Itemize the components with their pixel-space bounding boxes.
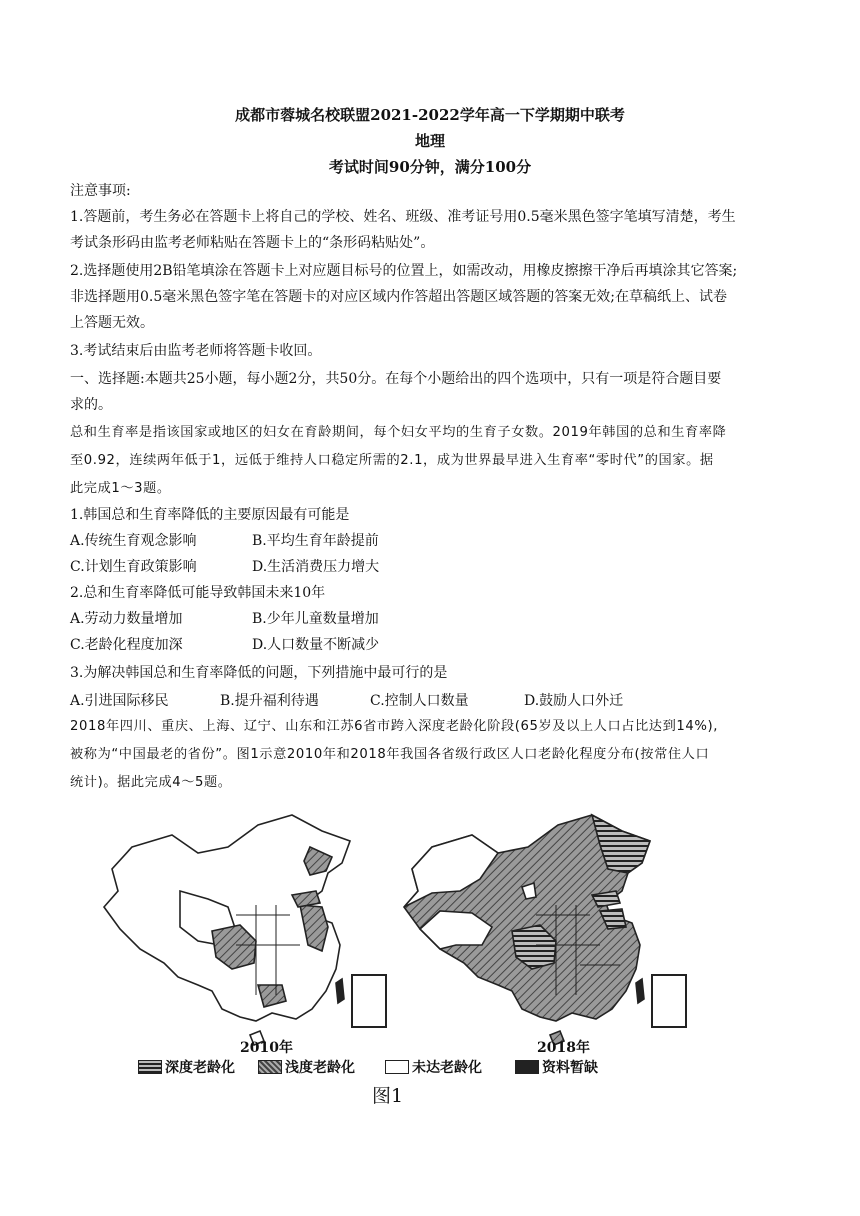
- exam-title: 成都市蓉城名校联盟2021-2022学年高一下学期期中联考: [235, 106, 625, 124]
- note-1-line-2: 考试条形码由监考老师粘贴在答题卡上的“条形码粘贴处”。: [70, 235, 435, 251]
- question-3-option-b: B.提升福利待遇: [220, 693, 319, 709]
- note-2-line-2: 非选择题用0.5毫米黑色签字笔在答题卡的对应区域内作答超出答题区域答题的答案无效;在草稿纸上、试卷: [70, 289, 727, 305]
- question-1-option-d: D.生活消费压力增大: [252, 559, 380, 575]
- legend-deep-label: 深度老龄化: [165, 1060, 235, 1076]
- legend-data-missing: [515, 1058, 598, 1076]
- question-1-option-b: B.平均生育年龄提前: [252, 533, 379, 549]
- legend-deep-swatch: [138, 1060, 162, 1074]
- passage-1-line-1: 总和生育率是指该国家或地区的妇女在育龄期间，每个妇女平均的生育子女数。2019年韩国的总和生育率降: [70, 425, 727, 440]
- question-3-option-c: C.控制人口数量: [370, 693, 469, 709]
- question-3-stem: 3.为解决韩国总和生育率降低的问题，下列措施中最可行的是: [70, 665, 448, 681]
- question-1-option-c: C.计划生育政策影响: [70, 559, 197, 575]
- legend-missing-label: 资料暂缺: [542, 1060, 598, 1076]
- question-1-stem: 1.韩国总和生育率降低的主要原因最有可能是: [70, 507, 350, 523]
- map-2010-taiwan: [336, 979, 344, 1003]
- question-3-option-d: D.鼓励人口外迁: [524, 693, 624, 709]
- legend-missing-swatch: [515, 1060, 539, 1074]
- legend-shallow-aging: [258, 1058, 355, 1076]
- map-2010: [104, 815, 386, 1045]
- exam-info: 考试时间90分钟，满分100分: [328, 158, 532, 176]
- passage-2-line-1: 2018年四川、重庆、上海、辽宁、山东和江苏6省市跨入深度老龄化阶段(65岁及以上人口占比达到14%),: [70, 719, 719, 734]
- map-2010-label: 2010年: [240, 1040, 293, 1056]
- map-2018-south-sea-inset: [652, 975, 686, 1027]
- passage-2-line-2: 被称为“中国最老的省份”。图1示意2010年和2018年我国各省级行政区人口老龄化程度分布(按常住人口: [70, 747, 710, 762]
- legend-shallow-label: 浅度老龄化: [285, 1060, 355, 1076]
- section-intro-line-1: 一、选择题:本题共25小题，每小题2分，共50分。在每个小题给出的四个选项中，只有一项是符合题目要: [70, 371, 722, 387]
- note-1-line-1: 1.答题前，考生务必在答题卡上将自己的学校、姓名、班级、准考证号用0.5毫米黑色签字笔填写清楚，考生: [70, 209, 736, 225]
- subject-title: 地理: [414, 132, 445, 150]
- question-2-option-c: C.老龄化程度加深: [70, 637, 183, 653]
- note-2-line-3: 上答题无效。: [70, 315, 154, 331]
- legend-none-swatch: [385, 1060, 409, 1074]
- question-3-option-a: A.引进国际移民: [70, 693, 169, 709]
- question-2-option-d: D.人口数量不断减少: [252, 637, 380, 653]
- section-intro-line-2: 求的。: [70, 397, 112, 413]
- legend-shallow-swatch: [258, 1060, 282, 1074]
- note-2-line-1: 2.选择题使用2B铅笔填涂在答题卡上对应题目标号的位置上，如需改动，用橡皮擦擦干净后再填涂其它答案;: [70, 263, 738, 279]
- passage-1-line-2: 至0.92，连续两年低于1，远低于维持人口稳定所需的2.1，成为世界最早进入生育率“零时代”的国家。据: [70, 453, 714, 468]
- map-2010-south-sea-inset: [352, 975, 386, 1027]
- question-1-option-a: A.传统生育观念影响: [70, 533, 197, 549]
- passage-1-line-3: 此完成1～3题。: [70, 481, 171, 496]
- legend-none-label: 未达老龄化: [412, 1060, 482, 1076]
- note-3: 3.考试结束后由监考老师将答题卡收回。: [70, 343, 322, 359]
- figure-caption: 图1: [372, 1085, 404, 1107]
- legend-deep-aging: [138, 1058, 235, 1076]
- map-2018-taiwan: [636, 979, 644, 1003]
- question-2-option-a: A.劳动力数量增加: [70, 611, 183, 627]
- question-2-option-b: B.少年儿童数量增加: [252, 611, 379, 627]
- legend-no-aging: [385, 1058, 482, 1076]
- question-2-stem: 2.总和生育率降低可能导致韩国未来10年: [70, 585, 326, 601]
- passage-2-line-3: 统计)。据此完成4～5题。: [70, 775, 232, 790]
- map-2018-label: 2018年: [537, 1040, 590, 1056]
- notes-heading: 注意事项:: [70, 183, 131, 199]
- map-2018: [404, 815, 686, 1045]
